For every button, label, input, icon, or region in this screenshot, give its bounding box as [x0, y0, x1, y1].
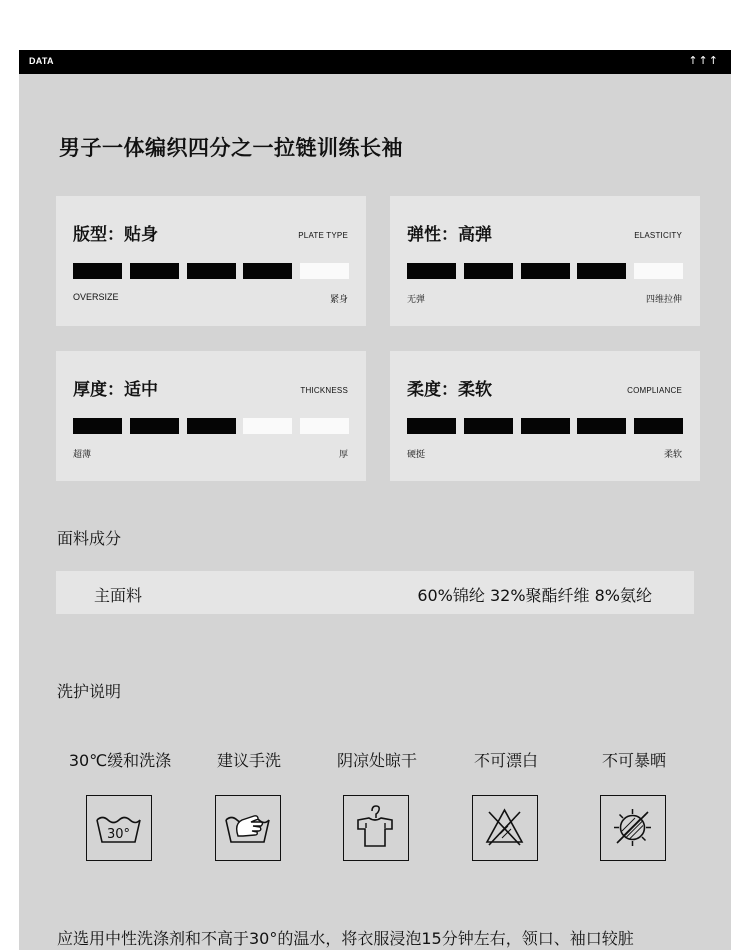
level-segment-filled: [73, 263, 122, 279]
section-label: DATA: [29, 56, 54, 66]
scroll-up-icon[interactable]: ↑↑↑: [688, 54, 719, 67]
spec-high-label: 紧身: [329, 295, 348, 305]
spec-high-label: 厚: [338, 450, 348, 460]
level-segment-empty: [300, 263, 349, 279]
level-segment-filled: [187, 418, 236, 434]
spec-high-label: 四维拉伸: [645, 295, 682, 305]
spec-card-thickness: [56, 351, 366, 481]
wash-30-gentle-icon: [86, 795, 152, 861]
product-title: 男子一体编织四分之一拉链训练长袖: [59, 136, 403, 160]
care-label: 建议手洗: [216, 751, 281, 770]
spec-low-label: 超薄: [73, 449, 92, 459]
level-segment-empty: [243, 418, 292, 434]
spec-level-bar: [407, 263, 683, 279]
spec-english-label: COMPLIANCE: [627, 386, 682, 395]
spec-high-label: 柔软: [663, 450, 682, 460]
spec-name: 柔度：柔软: [407, 380, 492, 400]
no-bleach-icon: [472, 795, 538, 861]
level-segment-empty: [634, 263, 683, 279]
spec-level-bar: [73, 263, 349, 279]
spec-card-plate-type: [56, 196, 366, 326]
level-segment-filled: [407, 418, 456, 434]
wash-temperature-text: 30°: [106, 827, 131, 842]
level-segment-filled: [464, 418, 513, 434]
spec-name: 版型：贴身: [73, 225, 158, 245]
care-label: 不可漂白: [473, 751, 538, 770]
spec-english-label: ELASTICITY: [634, 231, 682, 240]
level-segment-filled: [73, 418, 122, 434]
top-bar: [19, 50, 731, 74]
fabric-row-value: 60%锦纶 32%聚酯纤维 8%氨纶: [417, 586, 652, 605]
level-segment-filled: [521, 418, 570, 434]
level-segment-empty: [300, 418, 349, 434]
level-segment-filled: [130, 418, 179, 434]
no-sun-icon: [600, 795, 666, 861]
level-segment-filled: [521, 263, 570, 279]
spec-name: 厚度：适中: [73, 380, 158, 400]
spec-low-label: OVERSIZE: [73, 292, 119, 302]
spec-card-compliance: [390, 351, 700, 481]
hang-dry-shade-icon: [343, 795, 409, 861]
spec-low-label: 硬挺: [407, 449, 426, 459]
care-label: 不可暴晒: [601, 751, 666, 770]
spec-low-label: 无弹: [407, 294, 426, 304]
level-segment-filled: [634, 418, 683, 434]
level-segment-filled: [407, 263, 456, 279]
level-segment-filled: [187, 263, 236, 279]
spec-english-label: PLATE TYPE: [298, 231, 348, 240]
care-note: 应选用中性洗涤剂和不高于30°的温水，将衣服浸泡15分钟左右，领口、袖口较脏: [57, 929, 634, 948]
spec-english-label: THICKNESS: [300, 386, 348, 395]
level-segment-filled: [577, 418, 626, 434]
care-label: 30℃缓和洗涤: [68, 751, 172, 770]
spec-level-bar: [73, 418, 349, 434]
fabric-row: [56, 571, 694, 614]
spec-card-elasticity: [390, 196, 700, 326]
level-segment-filled: [130, 263, 179, 279]
spec-level-bar: [407, 418, 683, 434]
level-segment-filled: [243, 263, 292, 279]
care-label: 阴凉处晾干: [336, 751, 417, 770]
fabric-heading: 面料成分: [57, 529, 122, 548]
fabric-row-name: 主面料: [94, 586, 143, 605]
hand-wash-icon: [215, 795, 281, 861]
care-heading: 洗护说明: [57, 682, 122, 701]
level-segment-filled: [464, 263, 513, 279]
level-segment-filled: [577, 263, 626, 279]
data-panel: [19, 50, 731, 950]
spec-name: 弹性：高弹: [407, 225, 492, 245]
